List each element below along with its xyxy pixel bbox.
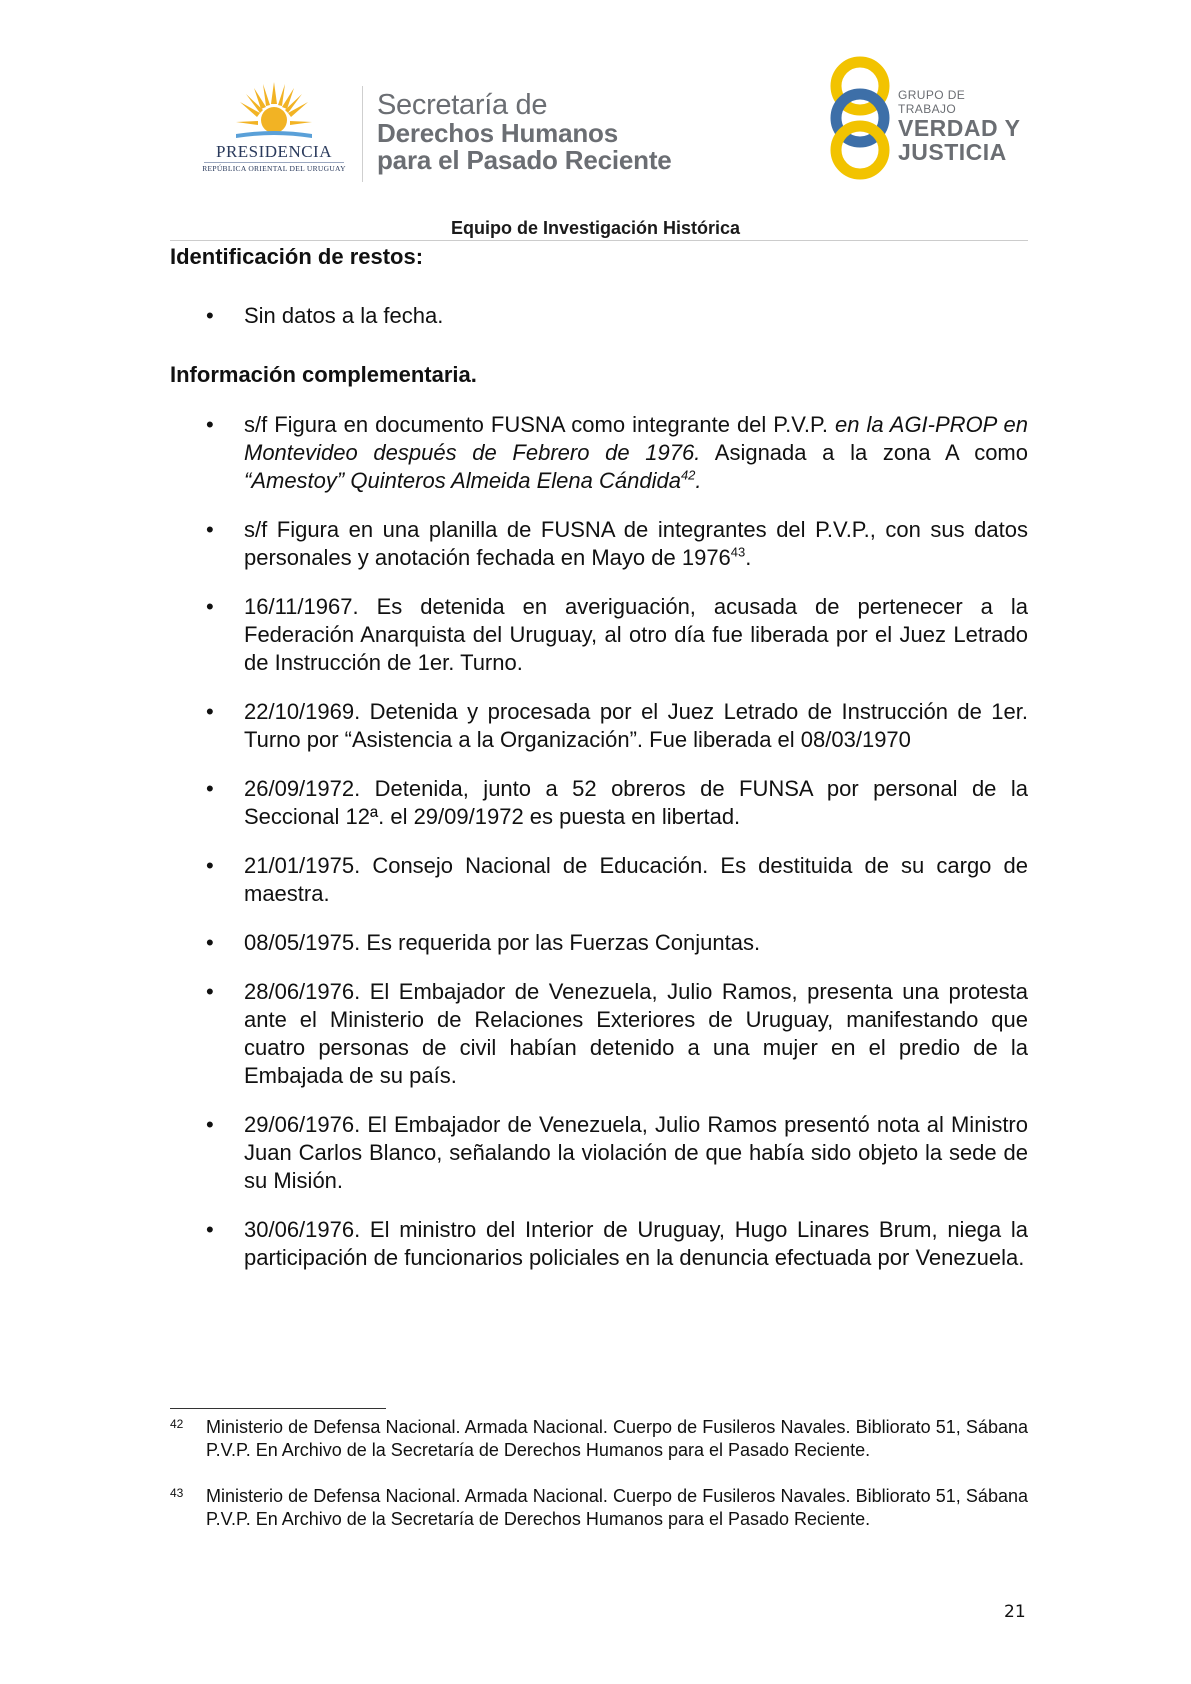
list-item-text: 21/01/1975. Consejo Nacional de Educación. Es destituida de su cargo de maestra. — [244, 853, 1028, 906]
list-item-text: 29/06/1976. El Embajador de Venezuela, Julio Ramos presentó nota al Ministro Juan Carlos Blanco, señalando la violación de que había sido objeto la sede de su Misión. — [244, 1112, 1028, 1193]
presidencia-subtitle: REPÚBLICA ORIENTAL DEL URUGUAY — [202, 164, 346, 173]
list-item-italic: en la AGI-PROP en Montevideo después de Febrero de 1976. — [244, 412, 1029, 465]
footnote-number: 43 — [170, 1486, 184, 1500]
page-number: 21 — [1004, 1602, 1026, 1622]
list-item-text: Asignada a la zona A como — [700, 440, 1028, 465]
presidencia-title: PRESIDENCIA — [215, 142, 332, 161]
list-item-text: 28/06/1976. El Embajador de Venezuela, Julio Ramos, presenta una protesta ante el Ministerio de Relaciones Exteriores de Uruguay, manifestando que cuatro personas de civil habían detenido a una mujer en el predio de la Embajada de su país. — [244, 979, 1028, 1088]
footnote-text: Ministerio de Defensa Nacional. Armada Nacional. Cuerpo de Fusileros Navales. Bibliorato 51, Sábana P.V.P. En Archivo de la Secretaría de Derechos Humanos para el Pasado Reciente. — [206, 1486, 1028, 1529]
footnote-43 — [170, 1485, 1028, 1531]
presidencia-logo — [196, 80, 352, 180]
list-item-text: 30/06/1976. El ministro del Interior de Uruguay, Hugo Linares Brum, niega la participación de funcionarios policiales en la denuncia efectuada por Venezuela. — [244, 1217, 1028, 1270]
header-divider — [362, 86, 363, 182]
bullet-icon: • — [206, 517, 214, 542]
footnote-ref-42[interactable]: 42 — [680, 467, 696, 483]
bullet-icon: • — [206, 930, 214, 955]
secretaria-logo-text — [377, 90, 672, 174]
grupo-line-2: VERDAD Y — [898, 115, 1021, 141]
list-item-text: s/f Figura en una planilla de FUSNA de integrantes del P.V.P., con sus datos personales y anotación fechada en Mayo de 1976 — [244, 517, 1028, 570]
grupo-trabajo-text — [898, 88, 1024, 164]
list-item — [170, 1111, 1028, 1195]
identificacion-list — [170, 302, 1028, 351]
sun-emblem-icon — [236, 80, 312, 142]
list-item-italic: . — [695, 468, 702, 493]
list-item — [170, 516, 1028, 572]
list-item-text: 26/09/1972. Detenida, junto a 52 obreros de FUNSA por personal de la Seccional 12ª. el 29/09/1972 es puesta en libertad. — [244, 776, 1028, 829]
bullet-icon: • — [206, 1112, 214, 1137]
footnote-text: Ministerio de Defensa Nacional. Armada Nacional. Cuerpo de Fusileros Navales. Bibliorato 51, Sábana P.V.P. En Archivo de la Secretaría de Derechos Humanos para el Pasado Reciente. — [206, 1417, 1028, 1460]
informacion-list — [170, 411, 1028, 1293]
secretaria-line-2: Derechos Humanos — [377, 118, 618, 148]
grupo-line-1: GRUPO DE TRABAJO — [898, 88, 966, 116]
bullet-icon: • — [206, 412, 214, 437]
grupo-trabajo-logo — [824, 56, 1024, 180]
list-item — [170, 978, 1028, 1090]
section-heading-informacion: Información complementaria. — [170, 362, 477, 387]
bullet-icon: • — [206, 699, 214, 724]
list-item — [170, 775, 1028, 831]
secretaria-line-3: para el Pasado Reciente — [377, 145, 672, 175]
presidencia-rule — [204, 162, 344, 163]
list-item — [170, 1216, 1028, 1272]
list-item-text: Sin datos a la fecha. — [244, 303, 444, 328]
list-item-text: 22/10/1969. Detenida y procesada por el Juez Letrado de Instrucción de 1er. Turno por “Asistencia a la Organización”. Fue liberada el 08/03/1970 — [244, 699, 1028, 752]
bullet-icon: • — [206, 594, 214, 619]
bullet-icon: • — [206, 1217, 214, 1242]
list-item-text: 16/11/1967. Es detenida en averiguación, acusada de pertenecer a la Federación Anarquista del Uruguay, al otro día fue liberada por el Juez Letrado de Instrucción de 1er. Turno. — [244, 594, 1028, 675]
team-header: Equipo de Investigación Histórica — [450, 218, 741, 238]
list-item — [170, 929, 1028, 957]
footnote-number: 42 — [170, 1417, 184, 1431]
list-item — [170, 302, 1028, 330]
list-item-text: 08/05/1975. Es requerida por las Fuerzas Conjuntas. — [244, 930, 761, 955]
list-item-text: s/f Figura en documento FUSNA como integrante del P.V.P. — [244, 412, 835, 437]
bullet-icon: • — [206, 776, 214, 801]
secretaria-line-1: Secretaría de — [377, 89, 548, 121]
section-heading-identificacion: Identificación de restos: — [170, 244, 424, 269]
footnote-separator — [170, 1408, 386, 1409]
footnote-ref-43[interactable]: 43 — [730, 544, 746, 560]
list-item — [170, 852, 1028, 908]
header-underline — [170, 240, 1028, 241]
interlocking-rings-icon — [824, 56, 896, 180]
list-item — [170, 411, 1028, 495]
bullet-icon: • — [206, 979, 214, 1004]
bullet-icon: • — [206, 853, 214, 878]
list-item-text: . — [745, 545, 752, 570]
list-item — [170, 698, 1028, 754]
bullet-icon: • — [206, 303, 214, 328]
grupo-line-3: JUSTICIA — [898, 139, 1007, 165]
list-item-italic: “Amestoy” Quinteros Almeida Elena Cándida — [244, 468, 681, 493]
list-item — [170, 593, 1028, 677]
footnote-42 — [170, 1416, 1028, 1462]
